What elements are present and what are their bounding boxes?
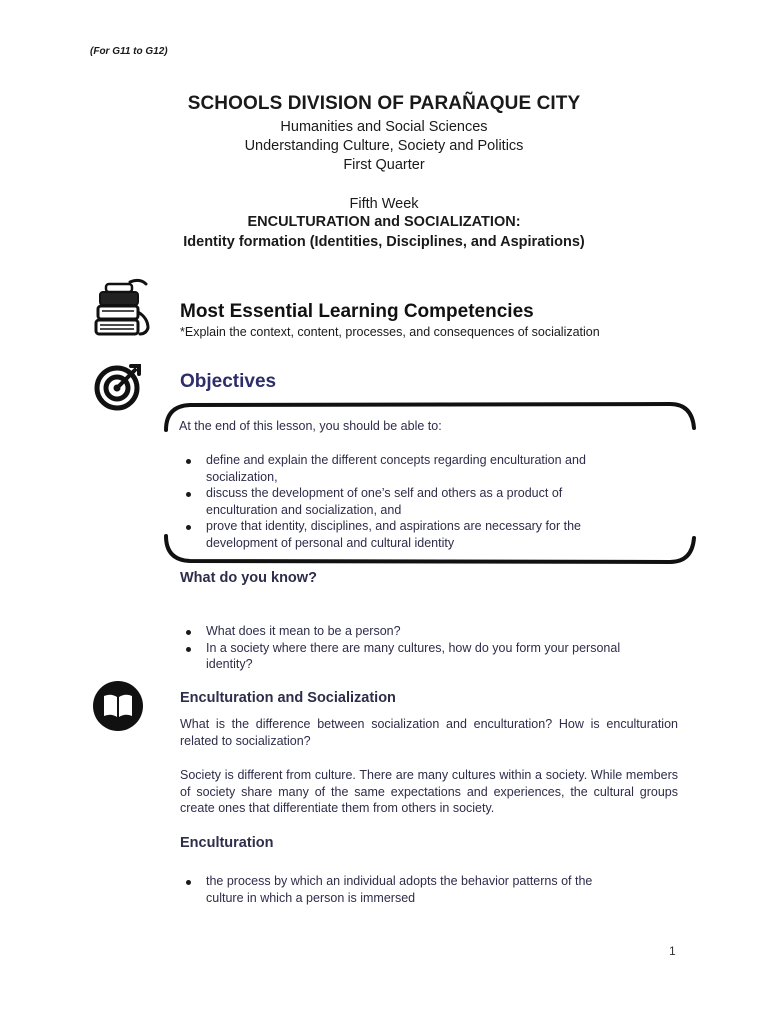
enc-soc-title: Enculturation and Socialization xyxy=(180,690,396,706)
book-icon xyxy=(92,680,144,732)
objectives-intro: At the end of this lesson, you should be able to: xyxy=(179,419,442,433)
week-line: Fifth Week xyxy=(349,196,419,212)
objective-2-line2: enculturation and socialization, and xyxy=(206,502,402,517)
list-item xyxy=(180,623,680,640)
subtopic-title: Identity formation (Identities, Disciplines, and Aspirations) xyxy=(183,234,585,250)
objective-1-line1: define and explain the different concepts regarding enculturation and xyxy=(206,453,586,467)
what-do-you-know-title: What do you know? xyxy=(180,570,317,586)
books-icon xyxy=(92,278,152,340)
melc-title: Most Essential Learning Competencies xyxy=(180,301,534,322)
page-number: 1 xyxy=(669,944,676,958)
objectives-title: Objectives xyxy=(180,371,277,392)
quarter-line: First Quarter xyxy=(343,157,425,173)
enc-soc-paragraph: Society is different from culture. There are many cultures within a society. While members of society share many of the same expectations and experiences, the cultural groups create ones that differentiate them from others in society. xyxy=(180,768,678,815)
target-icon xyxy=(93,362,143,412)
objective-3-line2: development of personal and cultural identity xyxy=(206,535,455,550)
question-2-line1: In a society where there are many cultures, how do you form your personal xyxy=(206,640,621,655)
objectives-list xyxy=(180,452,660,551)
list-item xyxy=(180,452,660,485)
objective-2-line1: discuss the development of one’s self and others as a product of xyxy=(206,486,563,500)
enculturation-list xyxy=(180,873,680,906)
question-2-line2: identity? xyxy=(206,657,253,671)
list-item xyxy=(180,518,660,551)
list-item xyxy=(180,873,680,906)
enc-soc-question: What is the difference between socialization and enculturation? How is enculturation related to socialization? xyxy=(180,717,678,748)
division-title: SCHOOLS DIVISION OF PARAÑAQUE CITY xyxy=(187,93,581,114)
enculturation-def-line1: the process by which an individual adopts the behavior patterns of the xyxy=(206,874,593,888)
strand-line: Humanities and Social Sciences xyxy=(280,119,488,135)
objective-3-line1: prove that identity, disciplines, and aspirations are necessary for the xyxy=(206,519,581,533)
melc-description: *Explain the context, content, processes, and consequences of socialization xyxy=(180,325,600,339)
topic-title: ENCULTURATION and SOCIALIZATION: xyxy=(247,214,521,230)
list-item xyxy=(180,640,680,673)
list-item xyxy=(180,485,660,518)
grade-note: (For G11 to G12) xyxy=(90,46,168,57)
subject-line: Understanding Culture, Society and Politics xyxy=(244,138,524,154)
objective-1-line2: socialization, xyxy=(206,469,278,484)
what-do-you-know-list xyxy=(180,623,680,673)
question-1: What does it mean to be a person? xyxy=(206,624,401,638)
enculturation-title: Enculturation xyxy=(180,835,274,851)
enculturation-def-line2: culture in which a person is immersed xyxy=(206,890,416,905)
